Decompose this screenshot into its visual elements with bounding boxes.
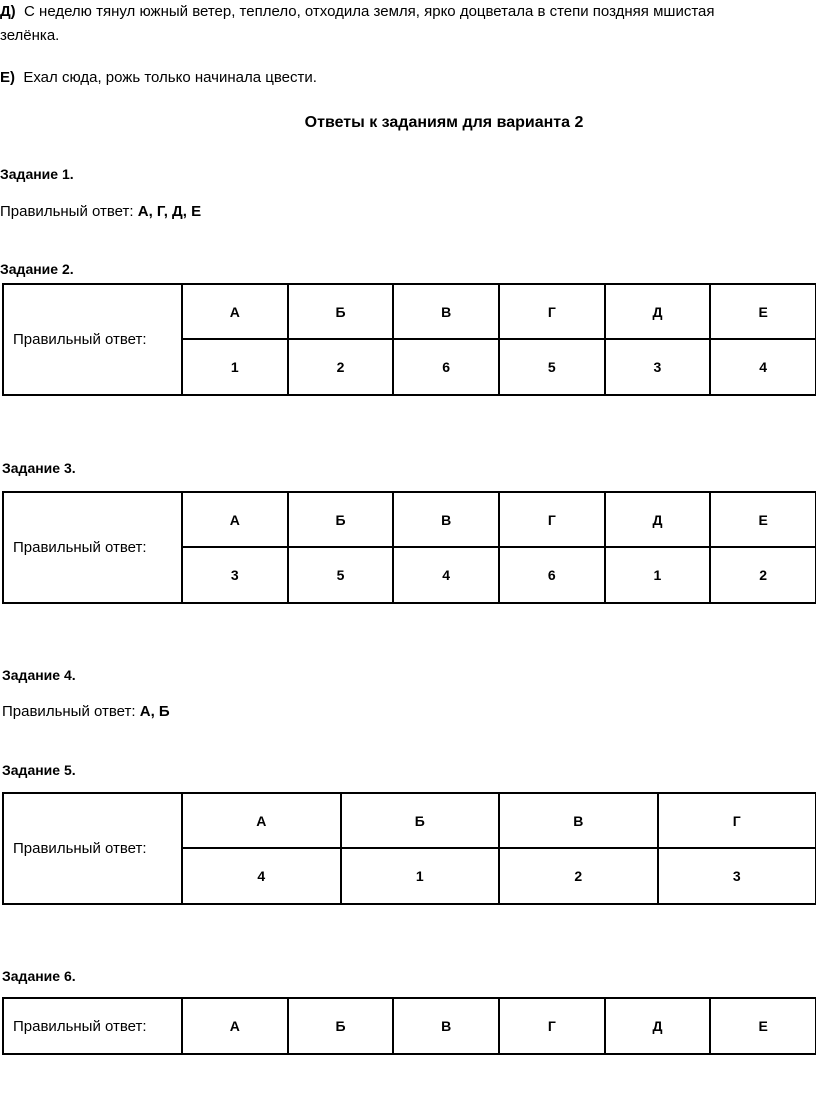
task6-header-cell: Г (499, 998, 605, 1054)
task2-answer-label: Правильный ответ: (3, 284, 182, 395)
task1-answer-label: Правильный ответ: (0, 203, 134, 220)
task3-table (2, 491, 816, 604)
task5-value-cell: 3 (658, 848, 816, 904)
task4-answer-value: А, Б (139, 703, 170, 720)
intro-line-d-cont: зелёнка. (0, 27, 60, 44)
task1-title: Задание 1. (0, 166, 74, 182)
task5-title: Задание 5. (2, 762, 76, 778)
intro-letter-d: Д) (0, 3, 16, 20)
task6-header-cell: Б (288, 998, 394, 1054)
task2-title: Задание 2. (0, 261, 74, 277)
intro-line-e (0, 67, 317, 89)
task5-header-cell: В (499, 793, 658, 848)
task5-table (2, 792, 816, 905)
page-heading: Ответы к заданиям для варианта 2 (304, 114, 584, 131)
task2-header-cell: Г (499, 284, 605, 339)
task2-header-cell: Е (710, 284, 816, 339)
task6-title: Задание 6. (2, 968, 76, 984)
task4-answer-line (2, 701, 170, 723)
task5-header-cell: Б (341, 793, 500, 848)
task3-header-cell: Е (710, 492, 816, 547)
intro-text-d: С неделю тянул южный ветер, теплело, отходила земля, ярко доцветала в степи поздняя мшистая (24, 3, 715, 20)
task4-title: Задание 4. (2, 667, 76, 683)
intro-text-e: Ехал сюда, рожь только начинала цвести. (23, 69, 317, 86)
task3-header-cell: Д (605, 492, 711, 547)
task6-header-cell: Е (710, 998, 816, 1054)
intro-line-d (0, 1, 715, 23)
task2-header-cell: Д (605, 284, 711, 339)
task5-value-cell: 1 (341, 848, 500, 904)
task5-header-cell: А (182, 793, 341, 848)
task4-answer-label: Правильный ответ: (2, 703, 136, 720)
task3-value-cell: 6 (499, 547, 605, 603)
task2-value-cell: 2 (288, 339, 394, 395)
task2-header-cell: Б (288, 284, 394, 339)
task3-header-cell: А (182, 492, 288, 547)
task3-value-cell: 1 (605, 547, 711, 603)
task5-value-cell: 2 (499, 848, 658, 904)
task5-answer-label: Правильный ответ: (3, 793, 182, 904)
task2-value-cell: 1 (182, 339, 288, 395)
task6-answer-label: Правильный ответ: (3, 998, 182, 1054)
task3-header-cell: Б (288, 492, 394, 547)
task6-table (2, 997, 816, 1055)
task3-value-cell: 5 (288, 547, 394, 603)
task3-value-cell: 3 (182, 547, 288, 603)
task2-table (2, 283, 816, 396)
task3-value-cell: 2 (710, 547, 816, 603)
task2-value-cell: 5 (499, 339, 605, 395)
task2-value-cell: 4 (710, 339, 816, 395)
task1-answer-line (0, 201, 201, 223)
task6-header-cell: В (393, 998, 499, 1054)
task6-header-cell: Д (605, 998, 711, 1054)
intro-letter-e: Е) (0, 69, 15, 86)
task3-header-cell: В (393, 492, 499, 547)
task6-header-cell: А (182, 998, 288, 1054)
task2-header-cell: В (393, 284, 499, 339)
task5-header-cell: Г (658, 793, 816, 848)
task1-answer-value: А, Г, Д, Е (137, 203, 202, 220)
task2-value-cell: 6 (393, 339, 499, 395)
task2-header-cell: А (182, 284, 288, 339)
task3-answer-label: Правильный ответ: (3, 492, 182, 603)
task3-title: Задание 3. (2, 460, 76, 476)
task3-value-cell: 4 (393, 547, 499, 603)
task3-header-cell: Г (499, 492, 605, 547)
task2-value-cell: 3 (605, 339, 711, 395)
task5-value-cell: 4 (182, 848, 341, 904)
